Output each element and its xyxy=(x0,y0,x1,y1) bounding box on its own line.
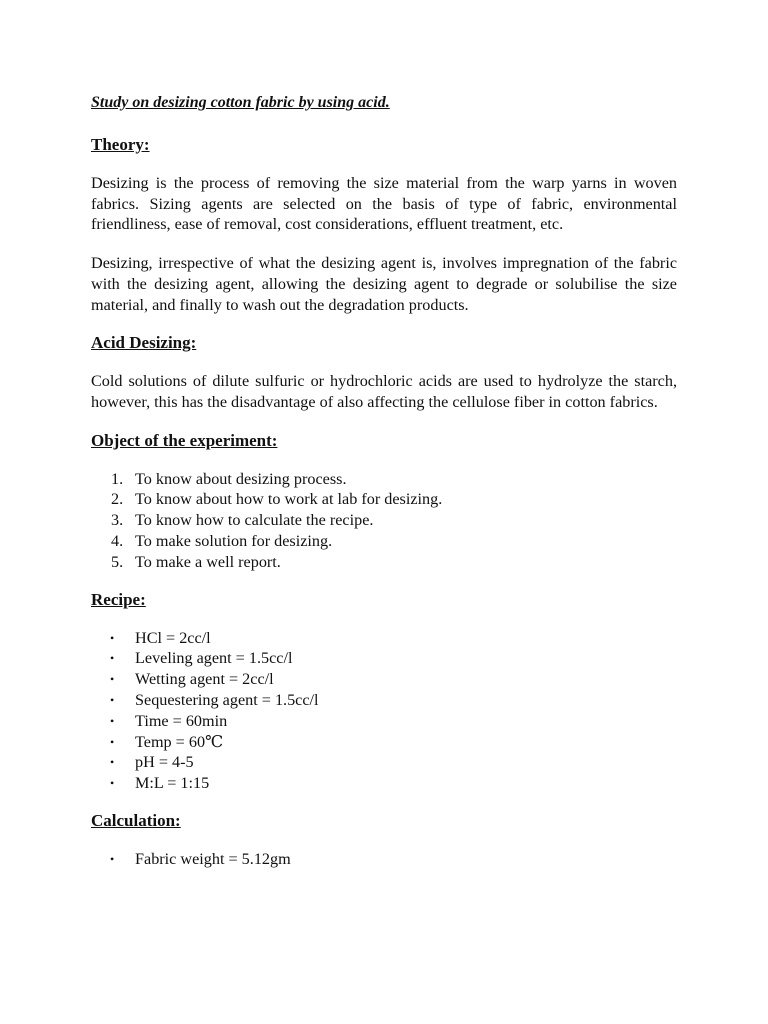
acid-desizing-section xyxy=(91,333,677,412)
list-item-text: Time = 60min xyxy=(135,711,228,730)
theory-section xyxy=(91,135,677,315)
list-item-text: pH = 4-5 xyxy=(135,753,194,772)
list-item xyxy=(91,773,677,794)
list-item-text: To make a well report. xyxy=(135,552,281,571)
bullet-icon: • xyxy=(110,755,115,770)
list-item xyxy=(91,531,677,552)
list-item xyxy=(91,669,677,690)
list-item xyxy=(91,648,677,669)
list-item xyxy=(91,552,677,573)
list-item xyxy=(91,628,677,649)
list-item xyxy=(91,732,677,753)
bullet-icon: • xyxy=(110,776,115,791)
list-item-number: 5. xyxy=(111,552,124,571)
list-item xyxy=(91,849,677,870)
list-item-number: 4. xyxy=(111,532,124,551)
list-item-text: To know about how to work at lab for desizing. xyxy=(135,490,443,509)
document-title: Study on desizing cotton fabric by using acid. xyxy=(91,94,390,111)
list-item-text: To make solution for desizing. xyxy=(135,532,333,551)
list-item xyxy=(91,469,677,490)
list-item-text: M:L = 1:15 xyxy=(135,774,210,793)
list-item-text: Temp = 60℃ xyxy=(135,732,224,751)
objects-section xyxy=(91,431,677,573)
list-item xyxy=(91,510,677,531)
list-item-text: HCl = 2cc/l xyxy=(135,628,211,647)
list-item-number: 1. xyxy=(111,469,124,488)
calculation-section xyxy=(91,811,677,870)
recipe-list xyxy=(91,628,677,794)
list-item-number: 3. xyxy=(111,511,124,530)
list-item-text: Sequestering agent = 1.5cc/l xyxy=(135,691,319,709)
acid-desizing-paragraph: Cold solutions of dilute sulfuric or hydrochloric acids are used to hydrolyze the starch, however, this has the disadvantage of also affecting the cellulose fiber in cotton fabrics. xyxy=(91,372,677,411)
bullet-icon: • xyxy=(110,630,115,645)
calculation-heading: Calculation: xyxy=(91,810,181,830)
objects-list xyxy=(91,469,677,573)
list-item xyxy=(91,711,677,732)
list-item-text: Leveling agent = 1.5cc/l xyxy=(135,649,293,668)
bullet-icon: • xyxy=(110,851,115,866)
theory-heading: Theory: xyxy=(91,135,150,154)
bullet-icon: • xyxy=(110,672,115,687)
list-item-text: Fabric weight = 5.12gm xyxy=(135,849,291,868)
calculation-list xyxy=(91,849,677,870)
list-item xyxy=(91,690,677,711)
list-item-text: To know about desizing process. xyxy=(135,469,347,488)
bullet-icon: • xyxy=(110,713,115,728)
recipe-heading: Recipe: xyxy=(91,589,146,609)
theory-paragraph-2: Desizing, irrespective of what the desizing agent is, involves impregnation of the fabric with the desizing agent, allowing the desizing agent to degrade or solubilise the size material, and finally to wash out the degradation products. xyxy=(91,254,677,314)
list-item xyxy=(91,489,677,510)
list-item-text: Wetting agent = 2cc/l xyxy=(135,670,274,689)
list-item-text: To know how to calculate the recipe. xyxy=(135,511,374,530)
bullet-icon: • xyxy=(110,734,115,749)
list-item xyxy=(91,752,677,773)
objects-heading: Object of the experiment: xyxy=(91,430,278,450)
list-item-number: 2. xyxy=(111,490,124,509)
bullet-icon: • xyxy=(110,651,115,666)
bullet-icon: • xyxy=(110,693,115,707)
theory-paragraph-1: Desizing is the process of removing the size material from the warp yarns in woven fabrics. Sizing agents are selected on the basis of type of fabric, environmental friendliness, ease of removal, cost considerations, effluent treatment, etc. xyxy=(91,174,677,234)
recipe-section xyxy=(91,590,677,794)
acid-desizing-heading: Acid Desizing: xyxy=(91,333,197,353)
